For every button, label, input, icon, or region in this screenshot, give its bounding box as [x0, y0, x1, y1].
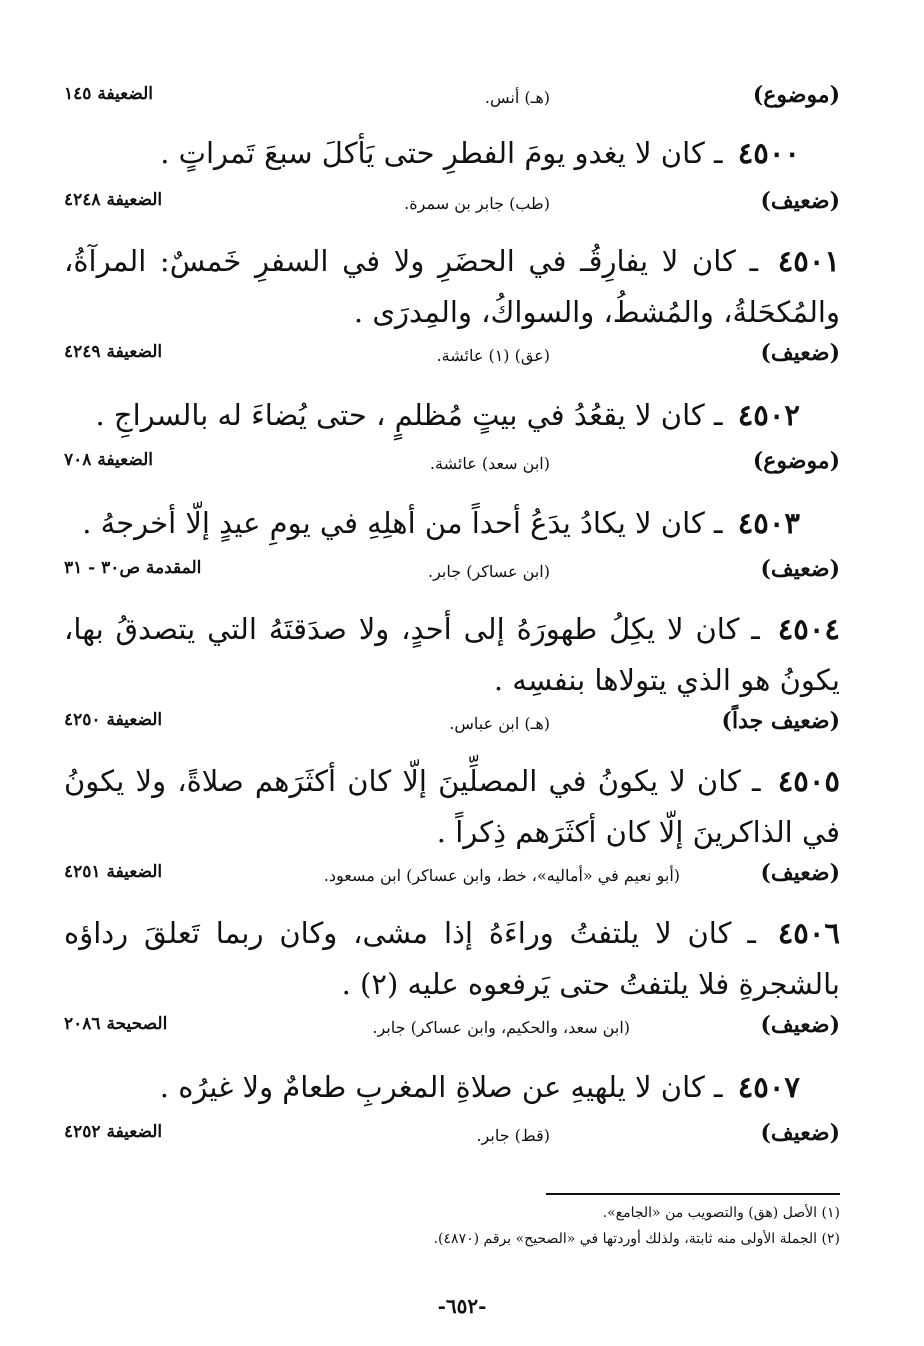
hadith-text: ٤٥٠٧ ـ كان لا يلهيهِ عن صلاةِ المغربِ طعامٌ ولا غيرُه .	[159, 1070, 800, 1104]
hadith-number: ٤٥٠٠	[737, 136, 800, 170]
citation: (ابن عساكر) جابر.	[427, 562, 550, 581]
footnote-1: (١) الأصل (هق) والتصويب من «الجامع».	[602, 1205, 840, 1221]
entry-source-6	[64, 858, 840, 898]
source-line	[64, 338, 840, 378]
reference: الضعيفة ٧٠٨	[64, 450, 154, 470]
footnotes	[64, 1200, 840, 1252]
hadith-body: كان لا يقعُدُ في بيتٍ مُظلمٍ ، حتى يُضاءَ له بالسراجِ .	[95, 398, 705, 432]
citation: (هـ) أنس.	[484, 88, 550, 107]
source-line	[64, 554, 840, 594]
hadith-entry-4507	[64, 1062, 800, 1113]
entry-source-1	[64, 186, 840, 226]
hadith-body: كان لا يكادُ يدَعُ أحداً من أهلِهِ في يومِ عيدٍ إلّا أخرجهُ .	[82, 506, 705, 540]
citation: (أبو نعيم في «أماليه»، خط، وابن عساكر) ابن مسعود.	[323, 866, 680, 885]
source-line	[64, 1010, 840, 1050]
citation: (هـ) ابن عباس.	[449, 714, 550, 733]
hadith-number: ٤٥٠٥	[777, 764, 840, 798]
entry-source-8	[64, 1118, 840, 1158]
hadith-number: ٤٥٠١	[777, 244, 841, 278]
hadith-text: ٤٥٠٤ ـ كان لا يكِلُ طهورَهُ إلى أحدٍ، ولا صدَقتَهُ التي يتصدقُ بها، يكونُ هو الذي يتولاها بنفسِه .	[64, 612, 840, 697]
hadith-entry-4501	[64, 236, 840, 338]
hadith-entry-4503	[64, 498, 800, 549]
hadith-body: كان لا يلهيهِ عن صلاةِ المغربِ طعامٌ ولا غيرُه .	[159, 1070, 705, 1104]
source-line	[64, 186, 840, 226]
hadith-text: ٤٥٠٣ ـ كان لا يكادُ يدَعُ أحداً من أهلِهِ في يومِ عيدٍ إلّا أخرجهُ .	[82, 506, 800, 540]
entry-source-5	[64, 706, 840, 746]
hadith-number: ٤٥٠٣	[737, 506, 800, 540]
grade-label: (ضعيف)	[760, 188, 840, 214]
reference: الضعيفة ٤٢٥٠	[64, 710, 163, 730]
hadith-body: كان لا يغدو يومَ الفطرِ حتى يَأكلَ سبعَ تَمراتٍ .	[160, 136, 705, 170]
entry-source-4	[64, 554, 840, 594]
entry-source-0	[64, 80, 840, 120]
hadith-text: ٤٥٠٥ ـ كان لا يكونُ في المصلِّينَ إلّا كان أكثَرَهم صلاةً، ولا يكونُ في الذاكرينَ إلّا كان أكثَرَهم ذِكراً .	[64, 764, 840, 849]
grade-label: (موضوع)	[752, 82, 840, 108]
hadith-number: ٤٥٠٦	[777, 916, 840, 950]
grade-label: (موضوع)	[752, 448, 840, 474]
hadith-body: كان لا يكِلُ طهورَهُ إلى أحدٍ، ولا صدَقتَهُ التي يتصدقُ بها، يكونُ هو الذي يتولاها بنفسِه .	[64, 612, 840, 697]
page-number: -٦٥٢-	[437, 1294, 487, 1318]
reference: الضعيفة ٤٢٤٩	[64, 342, 163, 362]
footnote-2: (٢) الجملة الأولى منه ثابتة، ولذلك أوردتها في «الصحيح» برقم (٤٨٧٠).	[433, 1231, 840, 1247]
source-line	[64, 706, 840, 746]
footnote-divider	[546, 1193, 840, 1195]
citation: (قط) جابر.	[476, 1126, 550, 1145]
hadith-entry-4502	[64, 390, 800, 441]
entry-source-2	[64, 338, 840, 378]
hadith-entry-4505	[64, 756, 840, 858]
grade-label: (ضعيف)	[760, 860, 840, 886]
reference: الضعيفة ٤٢٤٨	[64, 190, 163, 210]
grade-label: (ضعيف جداً)	[721, 708, 840, 734]
hadith-body: كان لا يلتفتُ وراءَهُ إذا مشى، وكان ربما تَعلقَ رداؤه بالشجرةِ فلا يلتفتُ حتى يَرفعوه عليه (٢) .	[64, 916, 840, 1001]
source-line	[64, 80, 840, 120]
citation: (ابن سعد) عائشة.	[429, 454, 550, 473]
hadith-number: ٤٥٠٧	[737, 1070, 800, 1104]
reference: الصحيحة ٢٠٨٦	[64, 1014, 168, 1034]
grade-label: (ضعيف)	[760, 1120, 840, 1146]
reference: الضعيفة ٤٢٥٢	[64, 1122, 163, 1142]
hadith-body: كان لا يكونُ في المصلِّينَ إلّا كان أكثَرَهم صلاةً، ولا يكونُ في الذاكرينَ إلّا كان أكثَرَهم ذِكراً .	[64, 764, 840, 849]
hadith-text: ٤٥٠١ ـ كان لا يفارِقُـ في الحضَرِ ولا في السفرِ خَمسٌ: المرآةُ، والمُكحَلةُ، والمُشطُ، والسواكُ، والمِدرَى .	[64, 244, 841, 329]
source-line	[64, 446, 840, 486]
reference: المقدمة ص٣٠ - ٣١	[64, 558, 202, 578]
grade-label: (ضعيف)	[760, 556, 840, 582]
hadith-entry-4500	[64, 128, 800, 179]
hadith-entry-4506	[64, 908, 840, 1010]
grade-label: (ضعيف)	[760, 340, 840, 366]
reference: الضعيفة ٤٢٥١	[64, 862, 163, 882]
reference: الضعيفة ١٤٥	[64, 84, 154, 104]
citation: (طب) جابر بن سمرة.	[404, 194, 550, 213]
entry-source-7	[64, 1010, 840, 1050]
citation: (عق) (١) عائشة.	[436, 346, 550, 365]
hadith-text: ٤٥٠٠ ـ كان لا يغدو يومَ الفطرِ حتى يَأكلَ سبعَ تَمراتٍ .	[160, 136, 800, 170]
source-line	[64, 858, 840, 898]
entry-source-3	[64, 446, 840, 486]
source-line	[64, 1118, 840, 1158]
hadith-text: ٤٥٠٢ ـ كان لا يقعُدُ في بيتٍ مُظلمٍ ، حتى يُضاءَ له بالسراجِ .	[95, 398, 800, 432]
hadith-body: كان لا يفارِقُـ في الحضَرِ ولا في السفرِ خَمسٌ: المرآةُ، والمُكحَلةُ، والمُشطُ، والسواكُ، والمِدرَى .	[64, 244, 840, 329]
grade-label: (ضعيف)	[760, 1012, 840, 1038]
hadith-entry-4504	[64, 604, 840, 706]
hadith-text: ٤٥٠٦ ـ كان لا يلتفتُ وراءَهُ إذا مشى، وكان ربما تَعلقَ رداؤه بالشجرةِ فلا يلتفتُ حتى يَرفعوه عليه (٢) .	[64, 916, 840, 1001]
hadith-number: ٤٥٠٤	[777, 612, 840, 646]
hadith-number: ٤٥٠٢	[737, 398, 800, 432]
citation: (ابن سعد، والحكيم، وابن عساكر) جابر.	[372, 1018, 630, 1037]
